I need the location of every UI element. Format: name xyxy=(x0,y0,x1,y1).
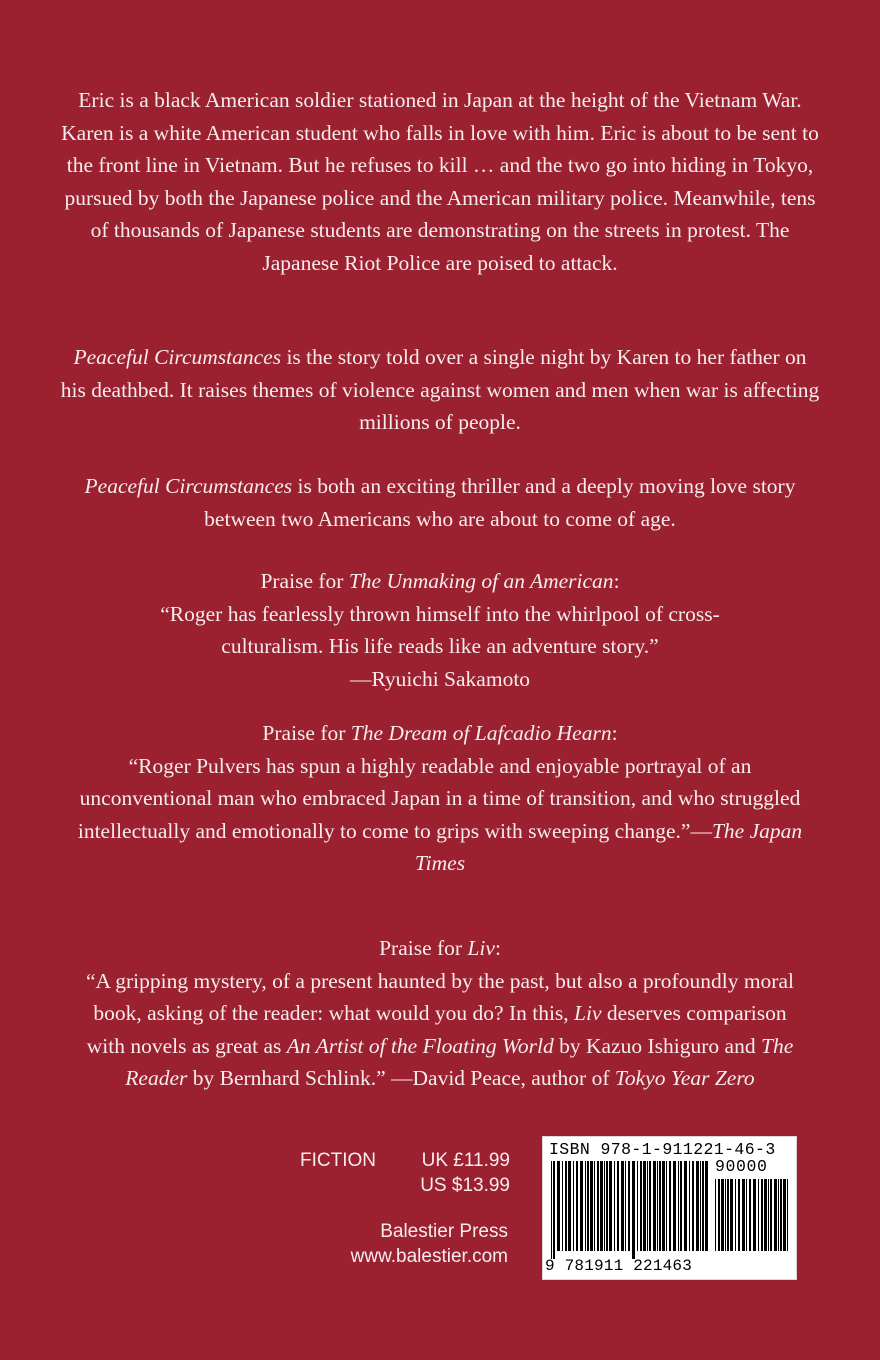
barcode-bar xyxy=(649,1161,651,1251)
publisher-url[interactable]: www.balestier.com xyxy=(350,1246,508,1267)
barcode-bar xyxy=(653,1161,656,1251)
barcode-bar xyxy=(768,1179,769,1251)
praise-heading: Praise for Liv: xyxy=(379,936,501,960)
barcode-bar xyxy=(746,1179,747,1251)
barcode-bar xyxy=(684,1161,687,1251)
barcode-bar xyxy=(718,1179,720,1251)
barcode-bar xyxy=(666,1161,667,1251)
praise-heading: Praise for The Unmaking of an American: xyxy=(260,569,620,593)
barcode-bar xyxy=(742,1179,745,1251)
praise-source: The Japan Times xyxy=(414,818,803,875)
praise-heading: Praise for The Dream of Lafcadio Hearn: xyxy=(262,721,618,745)
barcode-bar xyxy=(680,1161,682,1251)
barcode-bar xyxy=(573,1161,574,1251)
praised-book-title: The Dream of Lafcadio Hearn xyxy=(350,721,612,745)
barcode-bar xyxy=(702,1161,704,1251)
barcode-addon-digits: 90000 xyxy=(715,1157,768,1176)
barcode-bar xyxy=(562,1161,563,1251)
publisher-name: Balestier Press xyxy=(380,1221,508,1242)
barcode-bar xyxy=(557,1161,560,1251)
barcode-bar xyxy=(553,1161,555,1259)
barcode-bar xyxy=(689,1161,690,1251)
barcode-bar xyxy=(637,1161,638,1251)
ean-digits: 9 781911 221463 xyxy=(545,1257,693,1275)
barcode-bar xyxy=(657,1161,658,1251)
addon-barcode-bars xyxy=(715,1179,791,1259)
barcode-bar xyxy=(621,1161,624,1251)
barcode-bar xyxy=(761,1179,763,1251)
isbn-barcode xyxy=(542,1136,797,1280)
barcode-bar xyxy=(780,1179,782,1251)
barcode-bar xyxy=(678,1161,679,1251)
barcode-bar xyxy=(597,1161,599,1251)
barcode-bar xyxy=(696,1161,699,1251)
barcode-bar xyxy=(673,1161,676,1251)
barcode-bar xyxy=(783,1179,786,1251)
barcode-bar xyxy=(551,1161,552,1259)
genre-label: FICTION xyxy=(300,1150,376,1171)
barcode-bar xyxy=(606,1161,608,1251)
praise-quote: “Roger has fearlessly thrown himself into the whirlpool of cross-culturalism. His life reads like an adventure story.” xyxy=(160,601,720,658)
barcode-bar xyxy=(617,1161,619,1251)
book-title: Peaceful Circumstances xyxy=(73,345,282,369)
barcode-bar xyxy=(609,1161,612,1251)
barcode-bar xyxy=(735,1179,736,1251)
barcode-bar xyxy=(787,1179,788,1251)
barcode-bar xyxy=(587,1161,589,1251)
praised-book-title: Liv xyxy=(467,936,495,960)
synopsis-text: is both an exciting thriller and a deeply moving love story between two Americans who are about to come of age. xyxy=(204,474,796,531)
barcode-bar xyxy=(614,1161,615,1251)
price-uk: UK £11.99 xyxy=(421,1150,510,1171)
barcode-bar xyxy=(774,1179,777,1251)
barcode-bar xyxy=(640,1161,642,1251)
praise-block-lafcadio xyxy=(60,717,820,880)
barcode-bar xyxy=(659,1161,661,1251)
synopsis-paragraph-1: Eric is a black American soldier stationed in Japan at the height of the Vietnam War. Karen is a white American student who falls in love with him. Eric is about to be sent to the front line in Vietnam. But he refuses to kill … and the two go into hiding in Tokyo, pursued by both the Japanese police and the American military police. Meanwhile, tens of thousands of Japanese students are demonstrating on the streets in protest. The Japanese Riot Police are poised to attack. xyxy=(61,88,819,275)
barcode-bar xyxy=(585,1161,586,1251)
barcode-bar xyxy=(580,1161,583,1251)
synopsis-paragraph-3 xyxy=(60,470,820,535)
barcode-bar xyxy=(725,1179,726,1251)
barcode-bar xyxy=(700,1161,701,1251)
ean-barcode-bars xyxy=(551,1161,711,1259)
isbn-label: ISBN 978-1-911221-46-3 xyxy=(549,1140,776,1159)
book-title: Peaceful Circumstances xyxy=(84,474,293,498)
barcode-bar xyxy=(643,1161,646,1251)
praise-block-unmaking xyxy=(60,565,820,695)
barcode-bar xyxy=(669,1161,671,1251)
barcode-bar xyxy=(753,1179,756,1251)
praised-book-title: The Unmaking of an American xyxy=(348,569,614,593)
barcode-bar xyxy=(770,1179,772,1251)
barcode-bar xyxy=(604,1161,605,1251)
praise-block-liv xyxy=(60,932,820,1095)
barcode-bar xyxy=(565,1161,567,1251)
barcode-bar xyxy=(749,1179,751,1251)
barcode-bar xyxy=(721,1179,724,1251)
barcode-bar xyxy=(600,1161,603,1251)
praise-quote: “A gripping mystery, of a present haunted by the past, but also a profoundly moral book, asking of the reader: what would you do? In this, Liv deserves comparison with novels as great as An Artist of the Floating World by Kazuo Ishiguro and The Reader by Bernhard Schlink.” —David Peace, author of Tokyo Year Zero xyxy=(86,968,794,1090)
synopsis-paragraph-2 xyxy=(60,341,820,439)
barcode-bar xyxy=(576,1161,578,1251)
barcode-bar xyxy=(568,1161,571,1251)
praise-quote: “Roger Pulvers has spun a highly readable and enjoyable portrayal of an unconventional man who embraced Japan in a time of transition, and who struggled intellectually and emotionally to come to grips with sweeping change.”—The Japan Times xyxy=(77,753,803,875)
barcode-bar xyxy=(632,1161,635,1259)
barcode-bar xyxy=(590,1161,593,1251)
barcode-bar xyxy=(715,1179,716,1251)
price-us: US $13.99 xyxy=(420,1175,510,1196)
barcode-bar xyxy=(758,1179,759,1251)
barcode-bar xyxy=(628,1161,630,1251)
barcode-bar xyxy=(727,1179,729,1251)
barcode-bar xyxy=(662,1161,665,1251)
barcode-bar xyxy=(594,1161,595,1251)
barcode-bar xyxy=(625,1161,626,1251)
praise-attribution: —Ryuichi Sakamoto xyxy=(349,666,531,691)
barcode-bar xyxy=(778,1179,779,1251)
synopsis-text: is the story told over a single night by Karen to her father on his deathbed. It raises themes of violence against women and men when war is affecting millions of people. xyxy=(60,345,820,434)
barcode-bar xyxy=(692,1161,694,1251)
publisher-block xyxy=(351,1219,508,1269)
barcode-bar xyxy=(764,1179,767,1251)
barcode-bar xyxy=(647,1161,648,1251)
barcode-bar xyxy=(705,1161,708,1251)
barcode-bar xyxy=(738,1179,740,1251)
barcode-bar xyxy=(730,1179,733,1251)
